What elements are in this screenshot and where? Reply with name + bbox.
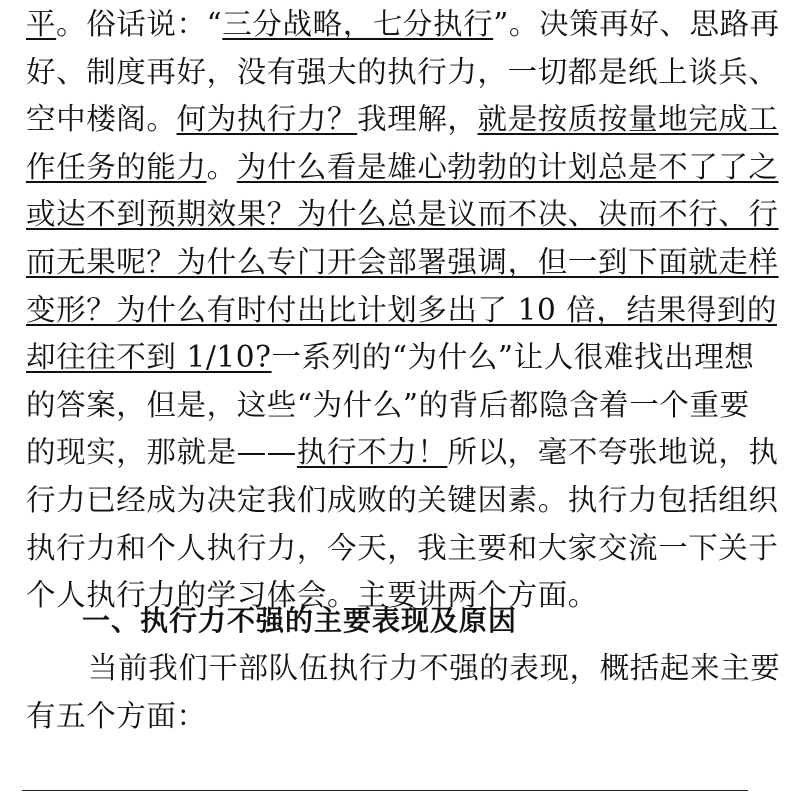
text-segment: 个人执行力的学习体会。主要讲两个方面。 <box>26 578 598 613</box>
text-segment: 。俗话说：“ <box>56 7 223 41</box>
paragraph-line <box>26 239 779 285</box>
text-segment: 我理解， <box>357 102 478 137</box>
text-segment: 行力已经成为决定我们成败的关键因素。执行力包括组织 <box>26 483 779 517</box>
paragraph-line: 有五个方面： <box>26 699 207 733</box>
underlined-text: 执行不力！ <box>296 435 448 470</box>
text-segment: 的现实，那就是—— <box>26 435 297 470</box>
underlined-text: 为什么看是雄心勃勃的计划总是不了了之 <box>236 149 779 184</box>
paragraph-line <box>26 49 779 95</box>
paragraph-line <box>26 287 777 333</box>
underlined-text: 作任务的能力 <box>26 149 207 184</box>
paragraph-line <box>26 429 779 475</box>
text-segment: 所以，毫不夸张地说，执 <box>447 435 779 470</box>
paragraph-line <box>26 1 780 47</box>
underlined-text: 就是按质按量地完成工 <box>477 102 779 137</box>
underlined-text: 何为执行力？ <box>176 102 358 137</box>
text-segment: ”。决策再好、思路再 <box>493 7 780 41</box>
paragraph-line <box>26 96 779 142</box>
underlined-text: 平 <box>26 7 57 41</box>
text-segment: 执行力和个人执行力，今天，我主要和大家交流一下关于 <box>26 530 779 565</box>
underlined-text: 三分战略，七分执行 <box>222 7 494 41</box>
paragraph-line <box>26 191 779 237</box>
footer-rule <box>22 790 748 791</box>
section-heading: 一、执行力不强的主要表现及原因 <box>82 604 518 637</box>
paragraph-line: 当前我们干部队伍执行力不强的表现，概括起来主要 <box>88 651 781 685</box>
underlined-text: 而无果呢？为什么专门开会部署强调，但一到下面就走样 <box>26 245 779 279</box>
paragraph-line <box>26 334 754 380</box>
underlined-text: 或达不到预期效果？为什么总是议而不决、决而不行、行 <box>26 197 779 232</box>
paragraph-line <box>26 477 779 523</box>
underlined-text: 却往往不到 1/10? <box>26 340 272 375</box>
text-segment: 的答案，但是，这些“为什么”的背后都隐含着一个重要 <box>26 387 750 422</box>
text-segment: 空中楼阁。 <box>26 102 177 137</box>
text-segment: 。 <box>206 149 237 184</box>
text-segment: 好、制度再好，没有强大的执行力，一切都是纸上谈兵、 <box>26 54 779 89</box>
underlined-text: 变形？为什么有时付出比计划多出了 10 倍，结果得到的 <box>26 292 777 327</box>
text-segment: 一系列的“为什么”让人很难找出理想 <box>271 340 755 375</box>
paragraph-line <box>26 382 750 428</box>
paragraph-line <box>26 144 779 190</box>
paragraph-line <box>26 525 779 571</box>
